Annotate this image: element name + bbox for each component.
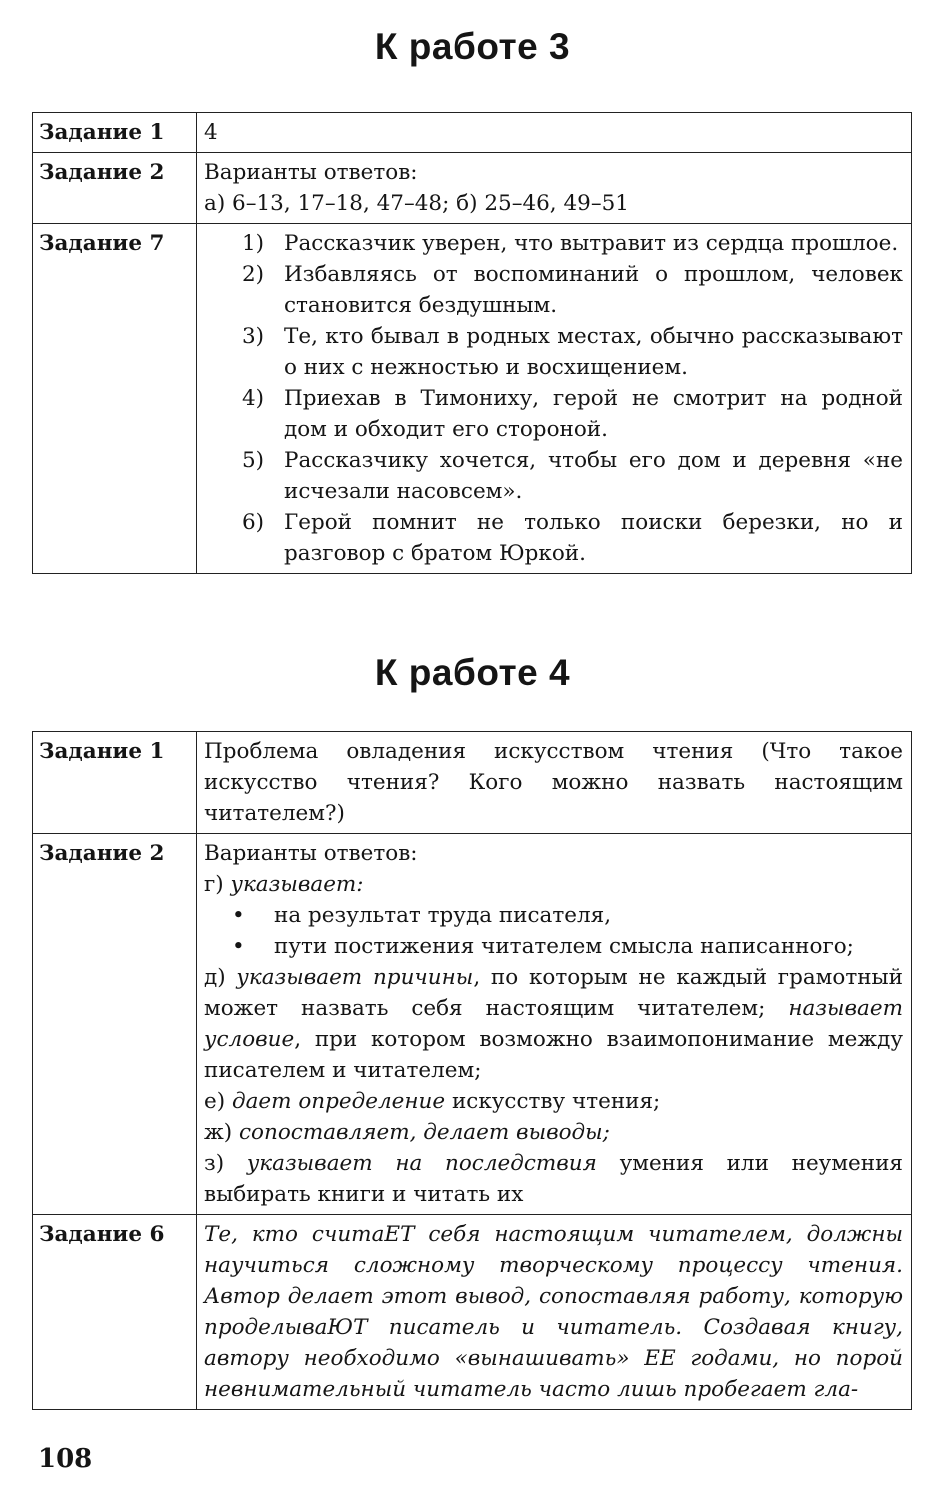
task-label: Задание 7 xyxy=(33,224,197,574)
answer-option-zh: ж) сопоставляет, делает выводы; xyxy=(204,1120,610,1145)
list-item xyxy=(242,507,903,569)
list-item xyxy=(242,259,903,321)
item-number: 1) xyxy=(242,231,265,256)
work4-answers-table xyxy=(32,731,912,1410)
answer-text: а) 6–13, 17–18, 47–48; б) 25–46, 49–51 xyxy=(204,191,629,216)
table-row xyxy=(33,153,912,224)
item-text: Приехав в Тимониху, герой не смотрит на родной дом и обходит его стороной. xyxy=(284,386,903,442)
page-number: 108 xyxy=(38,1444,93,1474)
task-label: Задание 6 xyxy=(33,1215,197,1410)
item-text: пути постижения читателем смысла написанного; xyxy=(274,934,854,959)
list-item xyxy=(204,900,903,931)
work4-title: К работе 4 xyxy=(374,652,571,693)
answer-intro: Варианты ответов: xyxy=(204,160,418,185)
answer-intro: Варианты ответов: xyxy=(204,841,418,866)
bullet-icon: • xyxy=(232,934,245,959)
table-row xyxy=(33,113,912,153)
bullet-icon: • xyxy=(232,903,245,928)
table-row xyxy=(33,224,912,574)
item-text: Герой помнит не только поиски березки, но и разговор с братом Юркой. xyxy=(284,510,903,566)
task-answer xyxy=(197,834,912,1215)
work3-title: К работе 3 xyxy=(374,26,571,67)
task-answer: Те, кто считаЕТ себя настоящим читателем, должны научиться сложному творческому процессу чтения. Автор делает этот вывод, сопоставляя работу, которую проделываЮТ писатель и читатель. Создавая книгу, автору необходимо «вынашивать» ЕЕ годами, но порой невнимательный читатель часто лишь пробегает гла- xyxy=(197,1215,912,1410)
task-label: Задание 1 xyxy=(33,113,197,153)
list-item xyxy=(204,931,903,962)
work3-answers-table xyxy=(32,112,912,574)
list-item xyxy=(242,321,903,383)
answer-option-d: д) указывает причины, по которым не каждый грамотный может назвать себя настоящим читателем; называет условие, при котором возможно взаимопонимание между писателем и читателем; xyxy=(204,965,903,1083)
answer-option-g: г) указывает: xyxy=(204,872,364,897)
table-row xyxy=(33,732,912,834)
task-answer: Проблема овладения искусством чтения (Что такое искусство чтения? Кого можно назвать настоящим читателем?) xyxy=(197,732,912,834)
list-item xyxy=(242,383,903,445)
item-number: 3) xyxy=(242,324,265,349)
item-number: 6) xyxy=(242,510,265,535)
item-text: Рассказчик уверен, что вытравит из сердца прошлое. xyxy=(284,231,899,256)
item-number: 2) xyxy=(242,262,265,287)
task-label: Задание 1 xyxy=(33,732,197,834)
item-text: Рассказчику хочется, чтобы его дом и деревня «не исчезали насовсем». xyxy=(284,448,903,504)
item-number: 4) xyxy=(242,386,265,411)
item-text: на результат труда писателя, xyxy=(274,903,612,928)
task-label: Задание 2 xyxy=(33,153,197,224)
list-item xyxy=(242,228,903,259)
answer-option-e: е) дает определение искусству чтения; xyxy=(204,1089,661,1114)
numbered-list xyxy=(204,228,903,569)
item-text: Те, кто бывал в родных местах, обычно рассказывают о них с нежностью и восхищением. xyxy=(284,324,903,380)
task-answer xyxy=(197,224,912,574)
task-label: Задание 2 xyxy=(33,834,197,1215)
task-answer: 4 xyxy=(197,113,912,153)
bullet-list xyxy=(204,900,903,962)
task-answer xyxy=(197,153,912,224)
table-row xyxy=(33,1215,912,1410)
answer-option-z: з) указывает на последствия умения или неумения выбирать книги и читать их xyxy=(204,1151,903,1207)
table-row xyxy=(33,834,912,1215)
item-number: 5) xyxy=(242,448,265,473)
list-item xyxy=(242,445,903,507)
item-text: Избавляясь от воспоминаний о прошлом, человек становится бездушным. xyxy=(284,262,903,318)
